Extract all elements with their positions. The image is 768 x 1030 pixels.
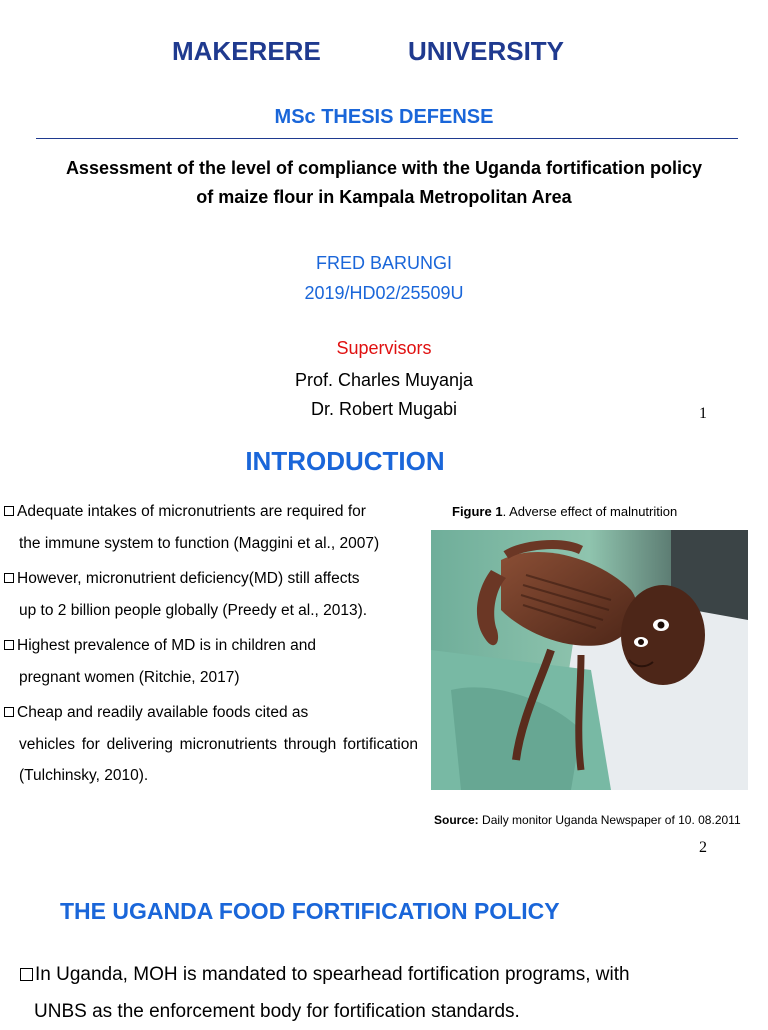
checkbox-bullet-icon bbox=[4, 506, 14, 516]
malnourished-child-illustration bbox=[431, 530, 748, 790]
malnutrition-photo bbox=[431, 530, 748, 790]
intro-bullet-2 bbox=[4, 563, 418, 626]
thesis-title bbox=[10, 154, 758, 212]
supervisor-1: Prof. Charles Muyanja bbox=[294, 370, 474, 390]
bullet-text: However, micronutrient deficiency(MD) still affects bbox=[17, 570, 360, 587]
bullet-text: Cheap and readily available foods cited as bbox=[17, 704, 309, 721]
source-text: Daily monitor Uganda Newspaper of 10. 08.2011 bbox=[478, 813, 741, 827]
supervisors-heading: Supervisors bbox=[336, 338, 432, 358]
photo-source bbox=[434, 813, 741, 827]
supervisor-2: Dr. Robert Mugabi bbox=[310, 399, 458, 419]
author-id: 2019/HD02/25509U bbox=[304, 283, 464, 303]
intro-bullet-list bbox=[4, 496, 418, 796]
policy-bullet bbox=[20, 956, 740, 1030]
policy-bullet-text: In Uganda, MOH is mandated to spearhead fortification programs, with bbox=[35, 964, 630, 985]
defense-heading: MSc THESIS DEFENSE bbox=[274, 106, 494, 128]
bullet-continuation: up to 2 billion people globally (Preedy et al., 2013). bbox=[19, 601, 368, 619]
author-block bbox=[0, 248, 768, 308]
bullet-continuation: vehicles for delivering micronutrients through fortification (Tulchinsky, 2010). bbox=[19, 735, 418, 784]
checkbox-bullet-icon bbox=[4, 573, 14, 583]
source-label: Source: bbox=[434, 813, 479, 827]
figure-caption-text: . Adverse effect of malnutrition bbox=[502, 504, 678, 519]
checkbox-bullet-icon bbox=[4, 640, 14, 650]
policy-bullet-continuation: UNBS as the enforcement body for fortification standards. bbox=[34, 1001, 520, 1022]
author-name: FRED BARUNGI bbox=[315, 253, 452, 273]
introduction-heading: INTRODUCTION bbox=[245, 446, 445, 476]
figure-caption bbox=[452, 504, 677, 519]
page-number-2: 2 bbox=[699, 839, 707, 856]
title-divider bbox=[36, 138, 738, 139]
bullet-continuation: pregnant women (Ritchie, 2017) bbox=[19, 668, 240, 686]
university-word-2: UNIVERSITY bbox=[408, 36, 565, 66]
bullet-continuation: the immune system to function (Maggini et al., 2007) bbox=[19, 534, 380, 552]
policy-heading: THE UGANDA FOOD FORTIFICATION POLICY bbox=[60, 898, 560, 924]
intro-bullet-3 bbox=[4, 630, 418, 693]
bullet-text: Highest prevalence of MD is in children and bbox=[17, 637, 316, 654]
thesis-title-line-1: Assessment of the level of compliance with the Uganda fortification policy bbox=[65, 158, 703, 178]
page-number-1: 1 bbox=[699, 405, 707, 422]
bullet-text: Adequate intakes of micronutrients are required for bbox=[17, 503, 366, 520]
university-word-1: MAKERERE bbox=[172, 36, 321, 66]
intro-bullet-4 bbox=[4, 697, 418, 792]
supervisors-list bbox=[0, 366, 768, 424]
checkbox-bullet-icon bbox=[4, 707, 14, 717]
figure-label: Figure 1 bbox=[452, 504, 503, 519]
thesis-title-line-2: of maize flour in Kampala Metropolitan Area bbox=[196, 187, 572, 207]
checkbox-bullet-icon bbox=[20, 968, 33, 981]
intro-bullet-1 bbox=[4, 496, 418, 559]
